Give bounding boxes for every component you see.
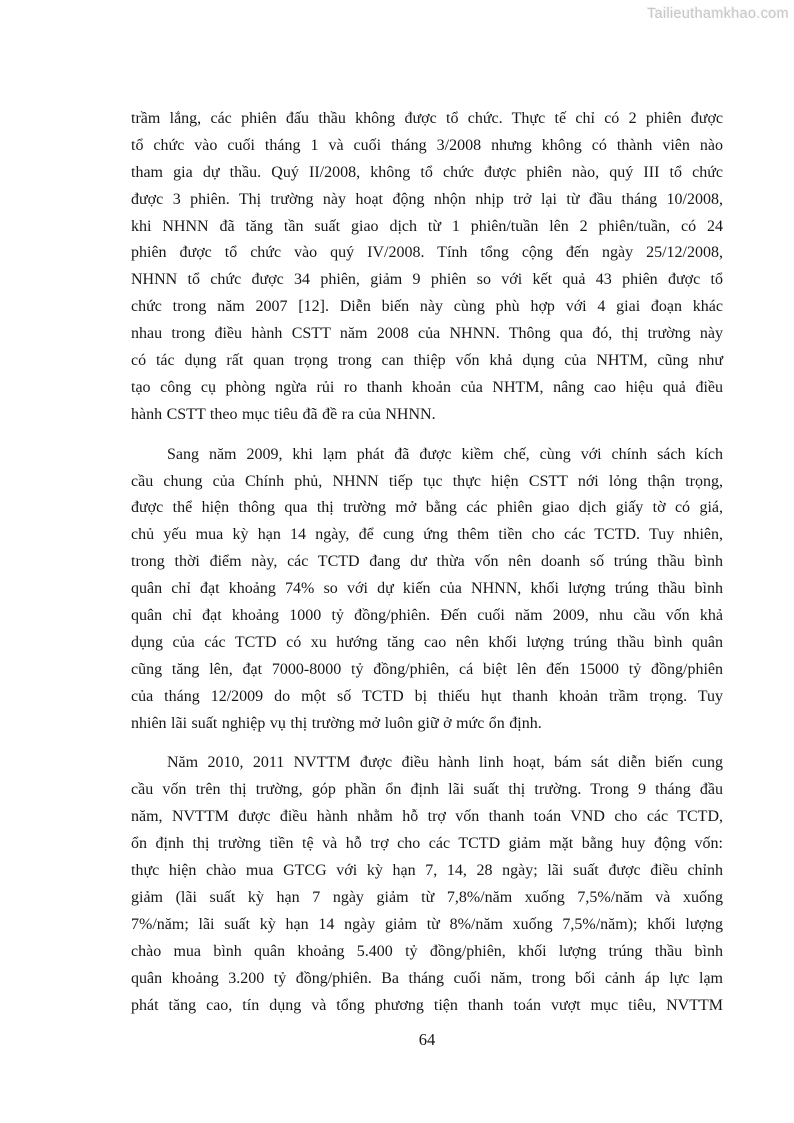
text-line: thực hiện chào mua GTCG với kỳ hạn 7, 14, 28 ngày; lãi suất được điều chỉnh — [131, 862, 723, 880]
text-line: chủ yếu mua kỳ hạn 14 ngày, để cung ứng thêm tiền cho các TCTD. Tuy nhiên, — [131, 526, 723, 544]
text-line: phát tăng cao, tín dụng và tổng phương tiện thanh toán vượt mục tiêu, NVTTM — [131, 996, 723, 1014]
text-line: tạo công cụ phòng ngừa rủi ro thanh khoản của NHTM, nâng cao hiệu quả điều — [131, 378, 723, 396]
body-text — [131, 106, 723, 1050]
page-number: 64 — [418, 1030, 436, 1050]
text-line: tổ chức vào cuối tháng 1 và cuối tháng 3/2008 nhưng không có thành viên nào — [131, 136, 723, 154]
text-line: quân khoảng 3.200 tỷ đồng/phiên. Ba tháng cuối năm, trong bối cảnh áp lực lạm — [131, 969, 723, 987]
text-line: dụng của các TCTD có xu hướng tăng cao nên khối lượng trúng thầu bình quân — [131, 633, 723, 651]
text-line: trầm lắng, các phiên đấu thầu không được tổ chức. Thực tế chỉ có 2 phiên được — [131, 110, 723, 127]
text-line: khi NHNN đã tăng tần suất giao dịch từ 1 phiên/tuần lên 2 phiên/tuần, có 24 — [131, 217, 723, 235]
text-line: hành CSTT theo mục tiêu đã đề ra của NHNN. — [131, 405, 436, 423]
text-line: cầu vốn trên thị trường, góp phần ổn định lãi suất thị trường. Trong 9 tháng đầu — [131, 781, 723, 799]
text-line: quân chỉ đạt khoảng 1000 tỷ đồng/phiên. Đến cuối năm 2009, nhu cầu vốn khả — [131, 607, 723, 625]
paragraph — [131, 106, 723, 429]
watermark-text: Tailieuthamkhao.com — [647, 6, 789, 22]
text-line: chức trong năm 2007 [12]. Diễn biến này cùng phù hợp với 4 giai đoạn khác — [131, 298, 723, 316]
text-line: có tác dụng rất quan trọng trong can thiệp vốn khả dụng của NHTM, cũng như — [131, 352, 723, 370]
text-line: chào mua bình quân khoảng 5.400 tỷ đồng/phiên, khối lượng trúng thầu bình — [131, 942, 723, 960]
text-line: giảm (lãi suất kỳ hạn 7 ngày giảm từ 7,8%/năm xuống 7,5%/năm và xuống — [131, 888, 723, 906]
text-line: NHNN tổ chức được 34 phiên, giảm 9 phiên so với kết quả 43 phiên được tổ — [131, 271, 723, 289]
text-line: cầu chung của Chính phủ, NHNN tiếp tục thực hiện CSTT nới lỏng thận trọng, — [131, 472, 723, 490]
text-line: Sang năm 2009, khi lạm phát đã được kiềm chế, cùng với chính sách kích — [167, 445, 723, 463]
paragraph — [131, 750, 723, 1019]
text-line: quân chỉ đạt khoảng 74% so với dự kiến của NHNN, khối lượng trúng thầu bình — [131, 580, 723, 598]
text-line: nhau trong điều hành CSTT năm 2008 của NHNN. Thông qua đó, thị trường này — [131, 325, 723, 343]
text-line: năm, NVTTM được điều hành nhằm hỗ trợ vốn thanh toán VND cho các TCTD, — [131, 808, 723, 826]
text-line: ổn định thị trường tiền tệ và hỗ trợ cho các TCTD giảm mặt bằng huy động vốn: — [131, 835, 723, 853]
text-line: được 3 phiên. Thị trường này hoạt động nhộn nhịp trở lại từ đầu tháng 10/2008, — [131, 190, 723, 208]
text-line: phiên được tổ chức vào quý IV/2008. Tính tổng cộng đến ngày 25/12/2008, — [131, 244, 723, 262]
text-line: của tháng 12/2009 do một số TCTD bị thiếu hụt thanh khoản trầm trọng. Tuy — [131, 687, 723, 705]
text-line: tham gia dự thầu. Quý II/2008, không tổ chức được phiên nào, quý III tổ chức — [131, 163, 723, 181]
text-line: trong thời điểm này, các TCTD đang dư thừa vốn nên doanh số trúng thầu bình — [131, 553, 723, 571]
text-line: Năm 2010, 2011 NVTTM được điều hành linh hoạt, bám sát diễn biến cung — [167, 754, 723, 772]
text-line: cũng tăng lên, đạt 7000-8000 tỷ đồng/phiên, cá biệt lên đến 15000 tỷ đồng/phiên — [131, 660, 723, 678]
text-line: 7%/năm; lãi suất kỳ hạn 14 ngày giảm từ 8%/năm xuống 7,5%/năm); khối lượng — [131, 915, 723, 933]
paragraph — [131, 442, 723, 738]
text-line: được thể hiện thông qua thị trường mở bằng các phiên giao dịch giấy tờ có giá, — [131, 499, 723, 517]
text-line: nhiên lãi suất nghiệp vụ thị trường mở luôn giữ ở mức ổn định. — [131, 714, 542, 732]
paragraph-container — [131, 106, 723, 1019]
